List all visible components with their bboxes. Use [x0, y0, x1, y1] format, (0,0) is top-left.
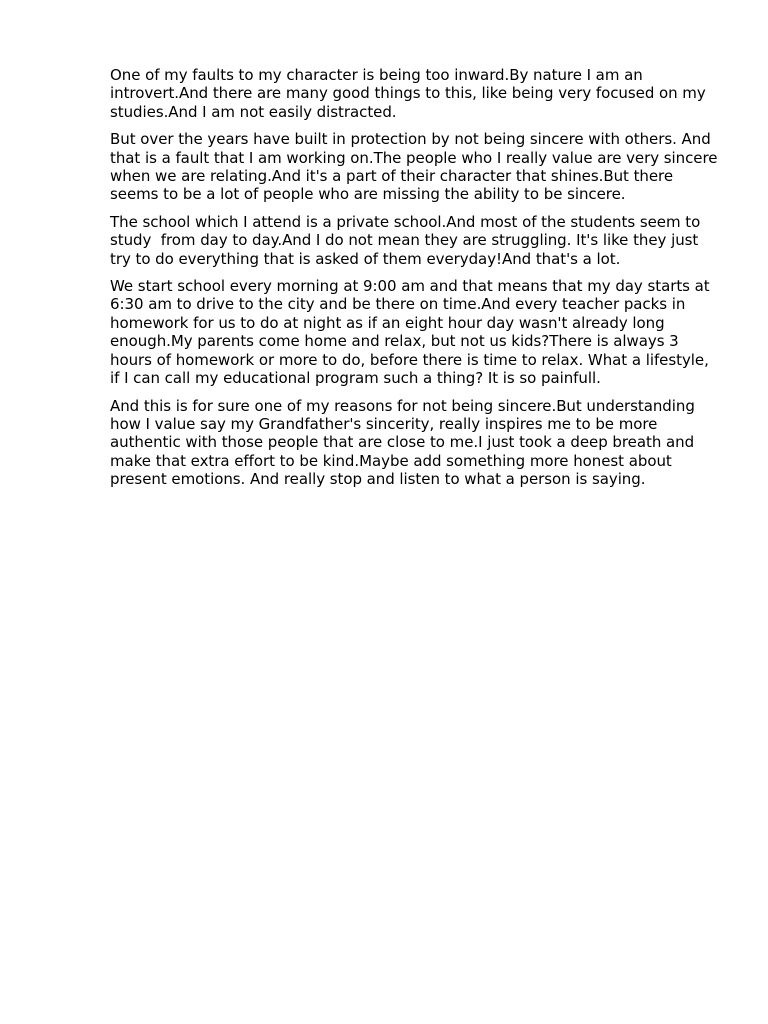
document-body: [110, 66, 723, 498]
paragraph-1: One of my faults to my character is being too inward.By nature I am an introvert.And there are many good things to this, like being very focused on my studies.And I am not easily distracted.: [110, 66, 711, 121]
paragraph-5: And this is for sure one of my reasons for not being sincere.But understanding how I value say my Grandfather's sincerity, really inspires me to be more authentic with those people that are close to me.I just took a deep breath and make that extra effort to be kind.Maybe add something more honest about present emotions. And really stop and listen to what a person is saying.: [110, 396, 700, 489]
paragraph-3: The school which I attend is a private school.And most of the students seem to study from day to day.And I do not mean they are struggling. It's like they just try to do everything that is asked of them everyday!And that's a lot.: [110, 212, 705, 268]
paragraph-2: But over the years have built in protection by not being sincere with others. And that is a fault that I am working on.The people who I really value are very sincere when we are relating.And it's a part of their character that shines.But there seems to be a lot of people who are missing the ability to be sincere.: [110, 130, 723, 204]
paragraph-4: We start school every morning at 9:00 am and that means that my day starts at 6:30 am to drive to the city and be there on time.And every teacher packs in homework for us to do at night as if an eight hour day wasn't already long enough.My parents come home and relax, but not us kids?There is always 3 hours of homework or more to do, before there is time to relax. What a lifestyle, if I can call my educational program such a thing? It is so painfull.: [110, 277, 715, 388]
